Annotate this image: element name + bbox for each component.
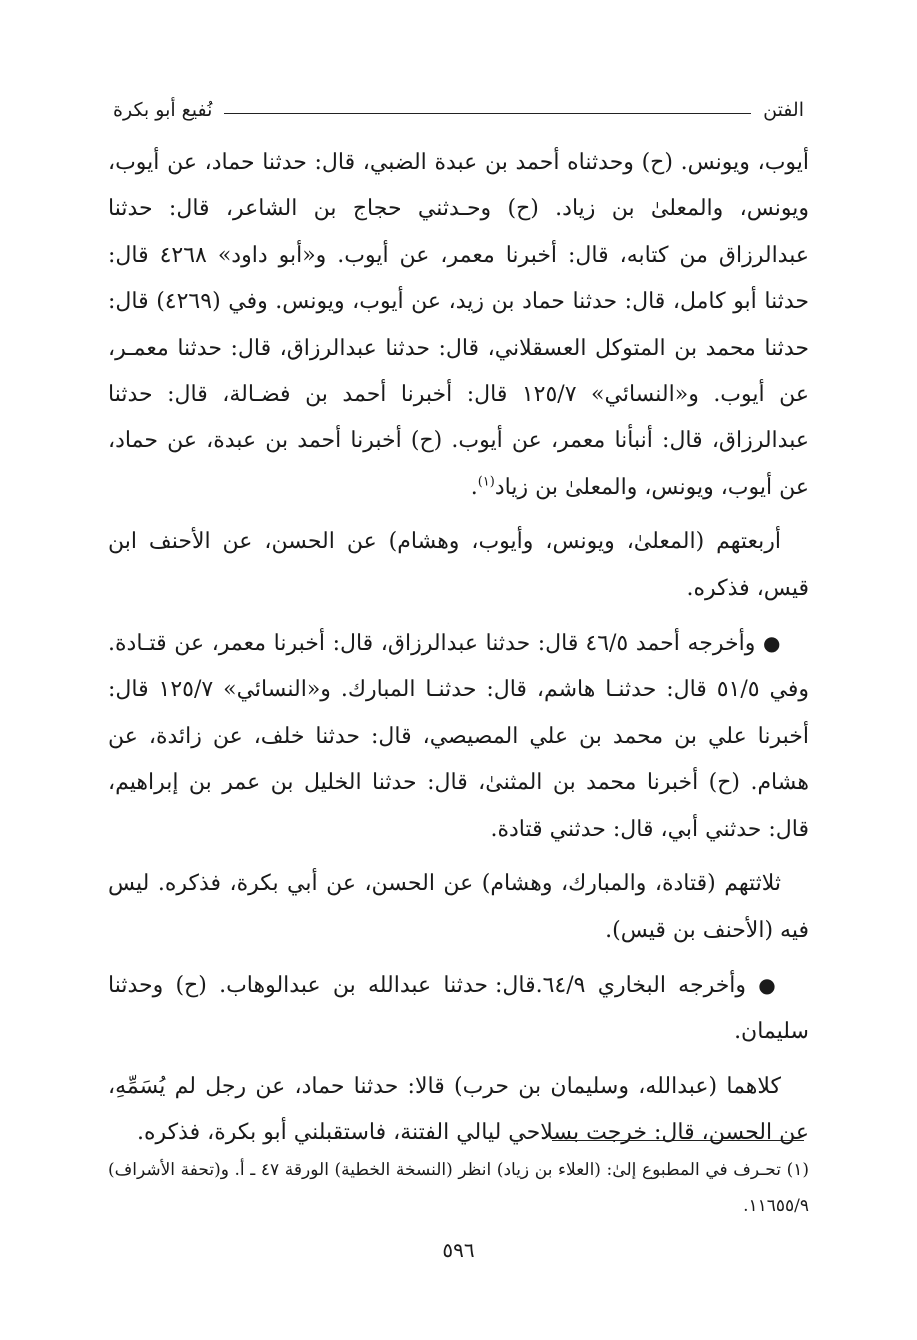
page-number: ٥٩٦: [442, 1238, 475, 1262]
paragraph-2: أربعتهم (المعلىٰ، ويونس، وأيوب، وهشام) عن الحسن، عن الأحنف ابن قيس، فذكره.: [108, 529, 809, 601]
paragraph-6: كلاهما (عبدالله، وسليمان بن حرب) قالا: حدثنا حماد، عن رجل لم يُسَمِّهِ، عن الحسن، قال: خرجت بسلاحي ليالي الفتنة، فاستقبلني أبو بكرة، فذكره.: [108, 1073, 809, 1146]
header-section-title: نُفيع أبو بكرة: [113, 99, 213, 121]
header-rule: [224, 113, 751, 114]
footnote-1: (١) تحـرف في المطبوع إلىٰ: (العلاء بن زياد) انظر (النسخة الخطية) الورقة ٤٧ ـ أ. و(تحفة الأشراف) ١١٦٥٥/٩.: [108, 1160, 809, 1216]
paragraph-4: ثلاثتهم (قتادة، والمبارك، وهشام) عن الحسن، عن أبي بكرة، فذكره. ليس فيه (الأحنف بن قيس).: [108, 871, 809, 943]
header-chapter-title: الفتن: [763, 99, 804, 121]
footnotes: [108, 1152, 809, 1224]
paragraph-1: أيوب، ويونس. (ح) وحدثناه أحمد بن عبدة الضبي، قال: حدثنا حماد، عن أيوب، ويونس، والمعلىٰ بن زياد. (ح) وحـدثني حجاج بن الشاعر، قال: حدثنا عبدالرزاق من كتابه، قال: أخبرنا معمر، عن أيوب. و«أبو داود» ٤٢٦٨ قال: حدثنا أبو كامل، قال: حدثنا حماد بن زيد، عن أيوب، ويونس. وفي (٤٢٦٩) قال: حدثنا محمد بن المتوكل العسقلاني، قال: حدثنا عبدالرزاق، قال: حدثنا معمـر، عن أيوب. و«النسائي» ١٢٥/٧ قال: أخبرنا أحمد بن فضـالة، قال: حدثنا عبدالرزاق، قال: أنبأنا معمر، عن أيوب. (ح) أخبرنا أحمد بن عبدة، عن حماد، عن أيوب، ويونس، والمعلىٰ بن زياد$^{(١)}$.: [108, 150, 809, 500]
paragraph-3: ● وأخرجه أحمد ٤٦/٥ قال: حدثنا عبدالرزاق، قال: أخبرنا معمر، عن قتـادة. وفي ٥١/٥ قال: حدثنـا هاشم، قال: حدثنـا المبارك. و«النسائي» ١٢٥/٧ قال: أخبرنا علي بن محمد بن علي المصيصي، قال: حدثنا خلف، عن زائدة، عن هشام. (ح) أخبرنا محمد بن المثنىٰ، قال: حدثنا الخليل بن عمر بن إبراهيم، قال: حدثني أبي، قال: حدثني قتادة.: [108, 631, 809, 842]
bullet-icon: ●: [762, 631, 781, 656]
running-header: [113, 92, 804, 128]
bullet-icon: ●: [758, 972, 781, 997]
footnote-separator: [552, 1140, 804, 1141]
paragraph-5: ● وأخرجه البخاري ٦٤/٩.قال: حدثنا عبدالله بن عبدالوهاب. (ح) وحدثنا سليمان.: [108, 972, 809, 1045]
main-text: [108, 140, 809, 1157]
footnote-ref: (١): [477, 474, 495, 490]
